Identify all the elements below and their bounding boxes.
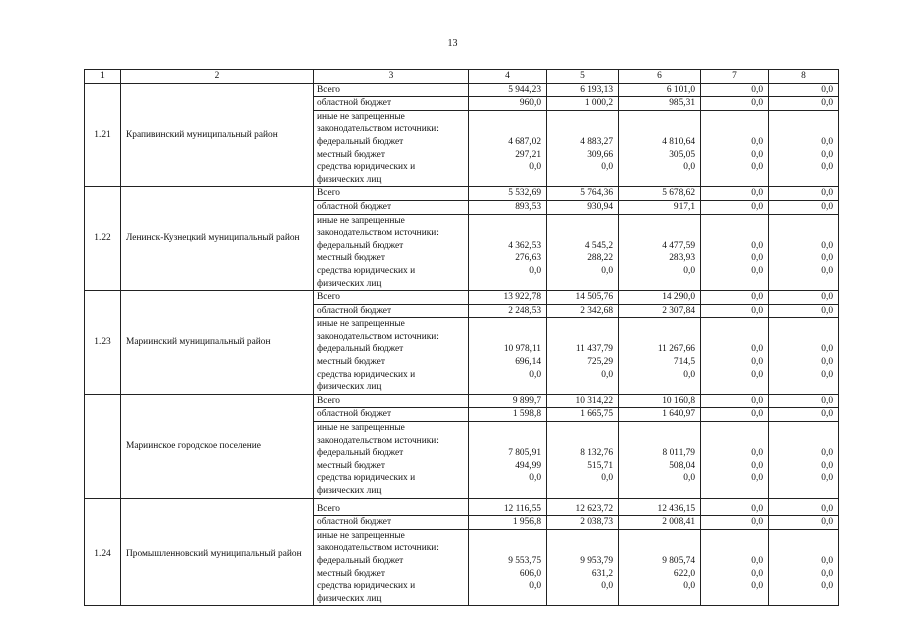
value-line — [704, 318, 763, 331]
financing-table — [84, 69, 839, 606]
value-line: 305,05 — [669, 149, 695, 160]
source-line: федеральный бюджет — [317, 448, 404, 459]
table-row — [85, 498, 839, 516]
value-cell — [469, 214, 547, 291]
value-line: 0,0 — [821, 448, 833, 459]
value-cell — [547, 214, 619, 291]
value-line: 0,0 — [683, 369, 695, 380]
value-line — [472, 174, 541, 187]
source-line: иные не запрещенные — [317, 530, 405, 541]
header-cell: 6 — [619, 70, 701, 84]
value-line: 8 011,79 — [662, 448, 695, 459]
value-line: 0,0 — [683, 162, 695, 173]
value-cell — [769, 214, 839, 291]
value-line — [472, 331, 541, 344]
source-label-regional: областной бюджет — [314, 200, 469, 214]
value-line: 9 805,74 — [662, 555, 695, 566]
table-row — [85, 394, 839, 408]
value-line: 0,0 — [751, 149, 763, 160]
value-line: 4 687,02 — [508, 136, 541, 147]
value-line: 4 477,59 — [662, 240, 695, 251]
value-line — [704, 530, 763, 543]
source-line: федеральный бюджет — [317, 240, 404, 251]
value-line — [622, 422, 695, 435]
value-line — [550, 381, 613, 394]
value-line — [772, 530, 833, 543]
value-line: 0,0 — [821, 149, 833, 160]
value-line: 9 553,75 — [508, 555, 541, 566]
table-row — [85, 291, 839, 305]
value-line — [704, 331, 763, 344]
value-line — [472, 485, 541, 498]
value-line — [772, 318, 833, 331]
source-line: федеральный бюджет — [317, 136, 404, 147]
value-line — [622, 530, 695, 543]
value-line: 0,0 — [751, 253, 763, 264]
value-line — [622, 593, 695, 606]
value-cell: 5 678,62 — [619, 187, 701, 201]
value-line — [704, 111, 763, 124]
source-line: физических лиц — [317, 174, 382, 185]
value-line: 4 810,64 — [662, 136, 695, 147]
source-label-total: Всего — [314, 187, 469, 201]
value-line — [704, 422, 763, 435]
value-cell: 6 101,0 — [619, 83, 701, 97]
value-line — [622, 381, 695, 394]
value-line — [704, 227, 763, 240]
value-line: 4 362,53 — [508, 240, 541, 251]
source-label-total: Всего — [314, 498, 469, 516]
value-cell — [619, 214, 701, 291]
source-line: законодательством источники: — [317, 331, 439, 342]
value-line: 0,0 — [751, 344, 763, 355]
value-line — [772, 593, 833, 606]
value-line: 0,0 — [821, 265, 833, 276]
value-line — [472, 542, 541, 555]
value-line: 288,22 — [587, 253, 613, 264]
value-line — [772, 174, 833, 187]
value-line — [550, 530, 613, 543]
value-line: 696,14 — [515, 357, 541, 368]
value-line: 622,0 — [673, 568, 695, 579]
value-cell: 5 764,36 — [547, 187, 619, 201]
header-cell: 5 — [547, 70, 619, 84]
value-cell — [547, 529, 619, 606]
source-line: местный бюджет — [317, 568, 385, 579]
value-cell — [769, 318, 839, 395]
value-cell: 13 922,78 — [469, 291, 547, 305]
value-line — [772, 123, 833, 136]
value-line: 0,0 — [751, 136, 763, 147]
value-line: 0,0 — [751, 555, 763, 566]
value-line — [622, 435, 695, 448]
value-cell: 5 532,69 — [469, 187, 547, 201]
value-line: 0,0 — [821, 240, 833, 251]
value-line: 8 132,76 — [580, 448, 613, 459]
value-line — [550, 215, 613, 228]
value-line — [472, 422, 541, 435]
source-line: средства юридических и — [317, 162, 416, 173]
value-line: 0,0 — [529, 369, 541, 380]
value-cell: 0,0 — [769, 498, 839, 516]
source-label-other — [314, 529, 469, 606]
value-cell: 0,0 — [769, 304, 839, 318]
value-line: 0,0 — [821, 568, 833, 579]
value-line: 9 953,79 — [580, 555, 613, 566]
value-line: 0,0 — [683, 473, 695, 484]
value-line — [550, 123, 613, 136]
value-line: 0,0 — [683, 265, 695, 276]
value-line: 0,0 — [751, 568, 763, 579]
value-line: 0,0 — [601, 581, 613, 592]
value-line — [622, 111, 695, 124]
source-line: средства юридических и — [317, 581, 416, 592]
value-line — [472, 593, 541, 606]
value-line: 276,63 — [515, 253, 541, 264]
value-cell: 0,0 — [769, 408, 839, 422]
row-number: 1.24 — [85, 498, 121, 606]
value-cell: 0,0 — [701, 304, 769, 318]
value-line: 0,0 — [821, 136, 833, 147]
value-line — [772, 542, 833, 555]
value-line: 0,0 — [821, 357, 833, 368]
value-line: 0,0 — [751, 460, 763, 471]
value-cell — [469, 529, 547, 606]
value-line: 0,0 — [751, 448, 763, 459]
value-cell: 10 314,22 — [547, 394, 619, 408]
value-line — [472, 215, 541, 228]
value-line: 606,0 — [519, 568, 541, 579]
value-line: 0,0 — [529, 162, 541, 173]
value-line: 283,93 — [669, 253, 695, 264]
value-cell: 0,0 — [769, 83, 839, 97]
value-line: 508,04 — [669, 460, 695, 471]
value-line: 0,0 — [751, 240, 763, 251]
source-label-regional: областной бюджет — [314, 408, 469, 422]
value-line — [622, 331, 695, 344]
value-line: 0,0 — [601, 369, 613, 380]
value-cell: 930,94 — [547, 200, 619, 214]
value-line: 0,0 — [821, 253, 833, 264]
source-line: иные не запрещенные — [317, 423, 405, 434]
value-cell: 0,0 — [701, 83, 769, 97]
value-cell — [547, 318, 619, 395]
municipality-name: Ленинск-Кузнецкий муниципальный район — [121, 187, 314, 291]
source-line: федеральный бюджет — [317, 344, 404, 355]
value-line — [772, 331, 833, 344]
value-line: 0,0 — [601, 473, 613, 484]
value-cell — [469, 318, 547, 395]
value-line — [472, 530, 541, 543]
source-line: местный бюджет — [317, 460, 385, 471]
value-cell: 5 944,23 — [469, 83, 547, 97]
source-line: иные не запрещенные — [317, 215, 405, 226]
value-cell — [547, 422, 619, 499]
source-line: законодательством источники: — [317, 228, 439, 239]
value-line — [704, 381, 763, 394]
value-line — [622, 542, 695, 555]
municipality-name: Крапивинский муниципальный район — [121, 83, 314, 187]
value-line: 0,0 — [821, 460, 833, 471]
value-cell: 0,0 — [701, 200, 769, 214]
value-cell: 1 665,75 — [547, 408, 619, 422]
municipality-name: Мариинское городское поселение — [121, 394, 314, 498]
source-line: физических лиц — [317, 486, 382, 496]
value-cell: 2 038,73 — [547, 516, 619, 530]
source-line: законодательством источники: — [317, 435, 439, 446]
value-line — [704, 278, 763, 291]
source-label-total: Всего — [314, 83, 469, 97]
value-cell: 10 160,8 — [619, 394, 701, 408]
municipality-name: Мариинский муниципальный район — [121, 291, 314, 395]
value-cell — [701, 318, 769, 395]
value-cell: 0,0 — [769, 200, 839, 214]
value-cell: 0,0 — [769, 97, 839, 111]
row-number: 1.23 — [85, 291, 121, 395]
value-line — [772, 278, 833, 291]
value-cell: 0,0 — [701, 97, 769, 111]
value-line: 494,99 — [515, 460, 541, 471]
value-line — [622, 227, 695, 240]
header-cell: 4 — [469, 70, 547, 84]
value-line — [704, 123, 763, 136]
source-line: законодательством источники: — [317, 124, 439, 135]
value-cell: 0,0 — [701, 291, 769, 305]
value-cell — [701, 422, 769, 499]
value-cell — [701, 529, 769, 606]
value-line — [550, 174, 613, 187]
value-line: 0,0 — [751, 265, 763, 276]
value-cell: 2 307,84 — [619, 304, 701, 318]
source-line: законодательством источники: — [317, 543, 439, 554]
source-label-other — [314, 422, 469, 499]
source-line: федеральный бюджет — [317, 555, 404, 566]
value-line: 0,0 — [601, 265, 613, 276]
value-line — [622, 215, 695, 228]
value-line: 0,0 — [751, 369, 763, 380]
value-line — [472, 123, 541, 136]
value-line: 11 267,66 — [657, 344, 695, 355]
value-line — [704, 593, 763, 606]
value-cell: 0,0 — [769, 516, 839, 530]
value-cell: 12 436,15 — [619, 498, 701, 516]
header-cell: 2 — [121, 70, 314, 84]
source-label-other — [314, 110, 469, 187]
value-line: 0,0 — [751, 357, 763, 368]
value-line: 309,66 — [587, 149, 613, 160]
header-cell: 1 — [85, 70, 121, 84]
value-line — [772, 485, 833, 498]
source-line: средства юридических и — [317, 265, 416, 276]
source-label-total: Всего — [314, 291, 469, 305]
value-cell: 0,0 — [769, 291, 839, 305]
page-number: 13 — [447, 38, 458, 49]
value-cell: 9 899,7 — [469, 394, 547, 408]
value-cell: 14 290,0 — [619, 291, 701, 305]
value-cell: 0,0 — [701, 516, 769, 530]
value-cell — [469, 422, 547, 499]
municipality-name: Промышленновский муниципальный район — [121, 498, 314, 606]
value-line — [772, 422, 833, 435]
value-line — [704, 542, 763, 555]
source-line: физических лиц — [317, 593, 382, 604]
value-cell: 893,53 — [469, 200, 547, 214]
source-line: физических лиц — [317, 382, 382, 393]
source-label-regional: областной бюджет — [314, 97, 469, 111]
value-line — [622, 278, 695, 291]
value-line — [704, 174, 763, 187]
value-cell: 0,0 — [769, 187, 839, 201]
value-line: 0,0 — [751, 162, 763, 173]
row-number: 1.22 — [85, 187, 121, 291]
value-cell: 2 248,53 — [469, 304, 547, 318]
value-cell — [769, 422, 839, 499]
value-cell — [769, 110, 839, 187]
value-line: 10 978,11 — [503, 344, 541, 355]
value-cell: 6 193,13 — [547, 83, 619, 97]
value-line — [772, 435, 833, 448]
value-cell: 1 956,8 — [469, 516, 547, 530]
value-cell: 2 008,41 — [619, 516, 701, 530]
source-line: иные не запрещенные — [317, 319, 405, 330]
header-cell: 7 — [701, 70, 769, 84]
source-line: местный бюджет — [317, 357, 385, 368]
value-line — [550, 422, 613, 435]
value-line: 0,0 — [529, 473, 541, 484]
value-line — [622, 123, 695, 136]
value-cell: 12 623,72 — [547, 498, 619, 516]
value-cell — [769, 529, 839, 606]
value-line: 4 883,27 — [580, 136, 613, 147]
value-cell: 2 342,68 — [547, 304, 619, 318]
table-row — [85, 83, 839, 97]
value-cell: 985,31 — [619, 97, 701, 111]
value-line: 0,0 — [751, 581, 763, 592]
value-line: 0,0 — [821, 581, 833, 592]
value-cell: 14 505,76 — [547, 291, 619, 305]
value-line: 0,0 — [683, 581, 695, 592]
value-cell — [701, 214, 769, 291]
value-line — [472, 111, 541, 124]
value-line — [550, 111, 613, 124]
value-line — [622, 485, 695, 498]
value-line — [704, 485, 763, 498]
source-line: средства юридических и — [317, 369, 416, 380]
value-cell: 0,0 — [769, 394, 839, 408]
value-cell: 1 598,8 — [469, 408, 547, 422]
value-line — [704, 215, 763, 228]
value-cell: 1 000,2 — [547, 97, 619, 111]
value-line — [550, 542, 613, 555]
source-label-other — [314, 318, 469, 395]
value-line: 4 545,2 — [584, 240, 613, 251]
value-cell — [701, 110, 769, 187]
value-cell: 0,0 — [701, 408, 769, 422]
value-line — [550, 227, 613, 240]
value-line — [472, 318, 541, 331]
value-cell: 0,0 — [701, 498, 769, 516]
value-line — [550, 278, 613, 291]
source-label-other — [314, 214, 469, 291]
value-cell — [619, 422, 701, 499]
value-cell — [469, 110, 547, 187]
value-line — [622, 174, 695, 187]
source-line: физических лиц — [317, 278, 382, 289]
value-line — [550, 593, 613, 606]
source-line: иные не запрещенные — [317, 111, 405, 122]
value-cell: 1 640,97 — [619, 408, 701, 422]
value-line — [772, 215, 833, 228]
value-cell — [619, 529, 701, 606]
source-line: местный бюджет — [317, 149, 385, 160]
table-row — [85, 187, 839, 201]
value-cell — [619, 110, 701, 187]
source-label-total: Всего — [314, 394, 469, 408]
value-cell: 917,1 — [619, 200, 701, 214]
value-line — [472, 278, 541, 291]
value-line: 0,0 — [529, 265, 541, 276]
value-line — [772, 227, 833, 240]
value-cell — [547, 110, 619, 187]
value-line: 0,0 — [601, 162, 613, 173]
value-line — [622, 318, 695, 331]
header-cell: 3 — [314, 70, 469, 84]
value-line — [472, 227, 541, 240]
value-line: 0,0 — [821, 555, 833, 566]
value-line — [772, 381, 833, 394]
source-label-regional: областной бюджет — [314, 304, 469, 318]
value-line: 714,5 — [673, 357, 695, 368]
source-line: средства юридических и — [317, 473, 416, 484]
value-cell — [619, 318, 701, 395]
value-line: 0,0 — [821, 162, 833, 173]
value-line: 297,21 — [515, 149, 541, 160]
value-line — [550, 331, 613, 344]
value-cell: 0,0 — [701, 394, 769, 408]
value-cell: 0,0 — [701, 187, 769, 201]
value-line — [550, 485, 613, 498]
row-number — [85, 394, 121, 498]
header-row — [85, 70, 839, 84]
value-line: 7 805,91 — [508, 448, 541, 459]
value-line: 725,29 — [587, 357, 613, 368]
value-cell: 12 116,55 — [469, 498, 547, 516]
value-line: 0,0 — [751, 473, 763, 484]
value-line: 631,2 — [591, 568, 613, 579]
value-line: 515,71 — [587, 460, 613, 471]
value-line — [550, 318, 613, 331]
value-line: 0,0 — [529, 581, 541, 592]
value-line: 0,0 — [821, 344, 833, 355]
header-cell: 8 — [769, 70, 839, 84]
value-cell: 960,0 — [469, 97, 547, 111]
source-label-regional: областной бюджет — [314, 516, 469, 530]
value-line — [472, 381, 541, 394]
value-line: 0,0 — [821, 473, 833, 484]
value-line: 11 437,79 — [575, 344, 613, 355]
value-line: 0,0 — [821, 369, 833, 380]
value-line — [772, 111, 833, 124]
source-line: местный бюджет — [317, 253, 385, 264]
row-number: 1.21 — [85, 83, 121, 187]
value-line — [550, 435, 613, 448]
value-line — [704, 435, 763, 448]
value-line — [472, 435, 541, 448]
